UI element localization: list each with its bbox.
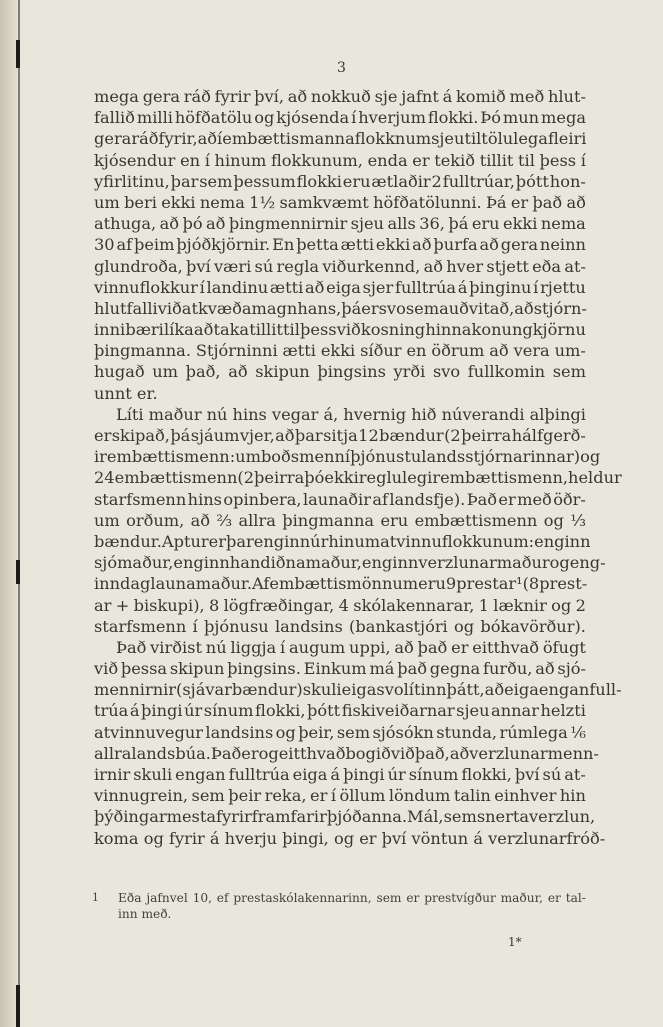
text-line: atvinnuvegur landsins og þeir, sem sjósókn stunda, rúmlega ⅙ bbox=[94, 722, 586, 742]
text-line: ir embættismenn: umboðsmenn í þjónustu landsstjórnarinnar) og bbox=[94, 447, 601, 467]
text-line: er skipað, þá sjáum vjer, að þar sitja 12 bændur (2 þeirra hálfgerð- bbox=[94, 426, 586, 445]
text-line: allra landsbúa. Það er og eitthvað bogið við það, að verzlunarmenn- bbox=[94, 743, 599, 763]
text-line: 24 embættismenn (2 þeirra þó ekki reglulegir embættismenn, heldur bbox=[94, 468, 622, 488]
text-line: unnt er. bbox=[94, 383, 158, 403]
text-line: koma og fyrir á hverju þingi, og er því vöntun á verzlunarfróð- bbox=[94, 828, 606, 848]
text-line: starfsmenn hins opinbera, launaðir af landsfje). Það er með öðr- bbox=[94, 489, 586, 509]
text-line: þingmanna. Stjórninni ætti ekki síður en öðrum að vera um- bbox=[94, 341, 586, 361]
text-line: kjósendur en í hinum flokkunum, enda er tekið tillit til þess í bbox=[94, 150, 586, 170]
binding-line bbox=[18, 0, 20, 1027]
page-number: 3 bbox=[337, 60, 346, 76]
text-line: irnir skuli engan fulltrúa eiga á þingi úr sínum flokki, því sú at- bbox=[94, 765, 586, 784]
text-line: mennirnir (sjávarbændur) skuli eiga svo lítinn þátt, að eiga engan full- bbox=[94, 680, 622, 700]
text-line: um orðum, að ⅔ allra þingmanna eru embættismenn og ⅓ bbox=[94, 510, 586, 530]
text-line: hugað um það, að skipun þingsins yrði svo fullkomin sem bbox=[94, 362, 586, 382]
footnote-line: inn með. bbox=[118, 907, 172, 921]
text-line: inn daglaunamaður. Af embættismönnum eru 9 prestar¹ (8 prest- bbox=[94, 574, 588, 594]
binding-mark bbox=[16, 985, 20, 1027]
text-line: Líti maður nú hins vegar á, hvernig hið núverandi alþingi bbox=[116, 404, 586, 424]
binding-mark bbox=[16, 560, 20, 584]
text-line: inni bæri líka að taka tillit til þess við kosning hinna konungkjörnu bbox=[94, 320, 586, 340]
text-line: yfirlitinu, þar sem þessum flokki eru ætlaðir 2 fulltrúar, þótt hon- bbox=[94, 171, 586, 191]
body-text bbox=[94, 86, 622, 849]
footnote bbox=[92, 890, 586, 922]
text-line: ar + biskupi), 8 lögfræðingar, 4 skólakennarar, 1 læknir og 2 bbox=[94, 595, 586, 615]
text-line: sjómaður, enginn handiðnamaður, enginn verzlunarmaður og eng- bbox=[94, 553, 606, 573]
text-line: 30 af þeim þjóðkjörnir. En þetta ætti ekki að þurfa að gera neinn bbox=[94, 235, 586, 255]
binding-mark bbox=[16, 40, 20, 68]
text-line: vinnugrein, sem þeir reka, er í öllum löndum talin einhver hin bbox=[94, 786, 586, 806]
footnote-line: Eða jafnvel 10, ef prestaskólakennarinn, sem er prestvígður maður, er tal- bbox=[118, 891, 586, 905]
text-line: athuga, að þó að þingmennirnir sjeu alls 36, þá eru ekki nema bbox=[94, 214, 586, 234]
text-line: bændur. Aptur er þar enginn úr hinum atvinnuflokkunum: enginn bbox=[94, 531, 591, 551]
text-line: starfsmenn í þjónusu landsins (bankastjóri og bókavörður). bbox=[94, 616, 586, 636]
text-line: mega gera ráð fyrir því, að nokkuð sje jafnt á komið með hlut- bbox=[94, 87, 586, 106]
text-line: glundroða, því væri sú regla viðurkennd, að hver stjett eða at- bbox=[94, 256, 586, 276]
text-line: Það virðist nú liggja í augum uppi, að það er eitthvað öfugt bbox=[116, 637, 586, 657]
text-line: gera ráð fyrir, að í embættismannaflokknum sjeu tiltölulega fleiri bbox=[94, 129, 587, 149]
text-line: trúa á þingi úr sínum flokki, þótt fiskiveiðarnar sjeu annar helzti bbox=[94, 701, 586, 721]
text-line: hlutfalli við atkvæðamagn hans, þá er svo sem auðvitað, að stjórn- bbox=[94, 298, 587, 318]
text-line: fallið milli höfðatölu og kjósenda í hverjum flokki. Þó mun mega bbox=[94, 108, 586, 128]
footnote-mark: 1 bbox=[92, 891, 99, 904]
text-line: við þessa skipun þingsins. Einkum má það gegna furðu, að sjó- bbox=[94, 659, 586, 679]
text-line: um beri ekki nema 1½ samkvæmt höfðatölunni. Þá er það að bbox=[94, 192, 586, 212]
text-line: þýðingarmesta fyrir framfarir þjóðanna. Mál, sem snerta verzlun, bbox=[94, 807, 596, 827]
text-line: vinnuflokkur í landinu ætti að eiga sjer fulltrúa á þinginu í rjettu bbox=[94, 277, 586, 297]
signature-mark: 1* bbox=[508, 935, 522, 949]
